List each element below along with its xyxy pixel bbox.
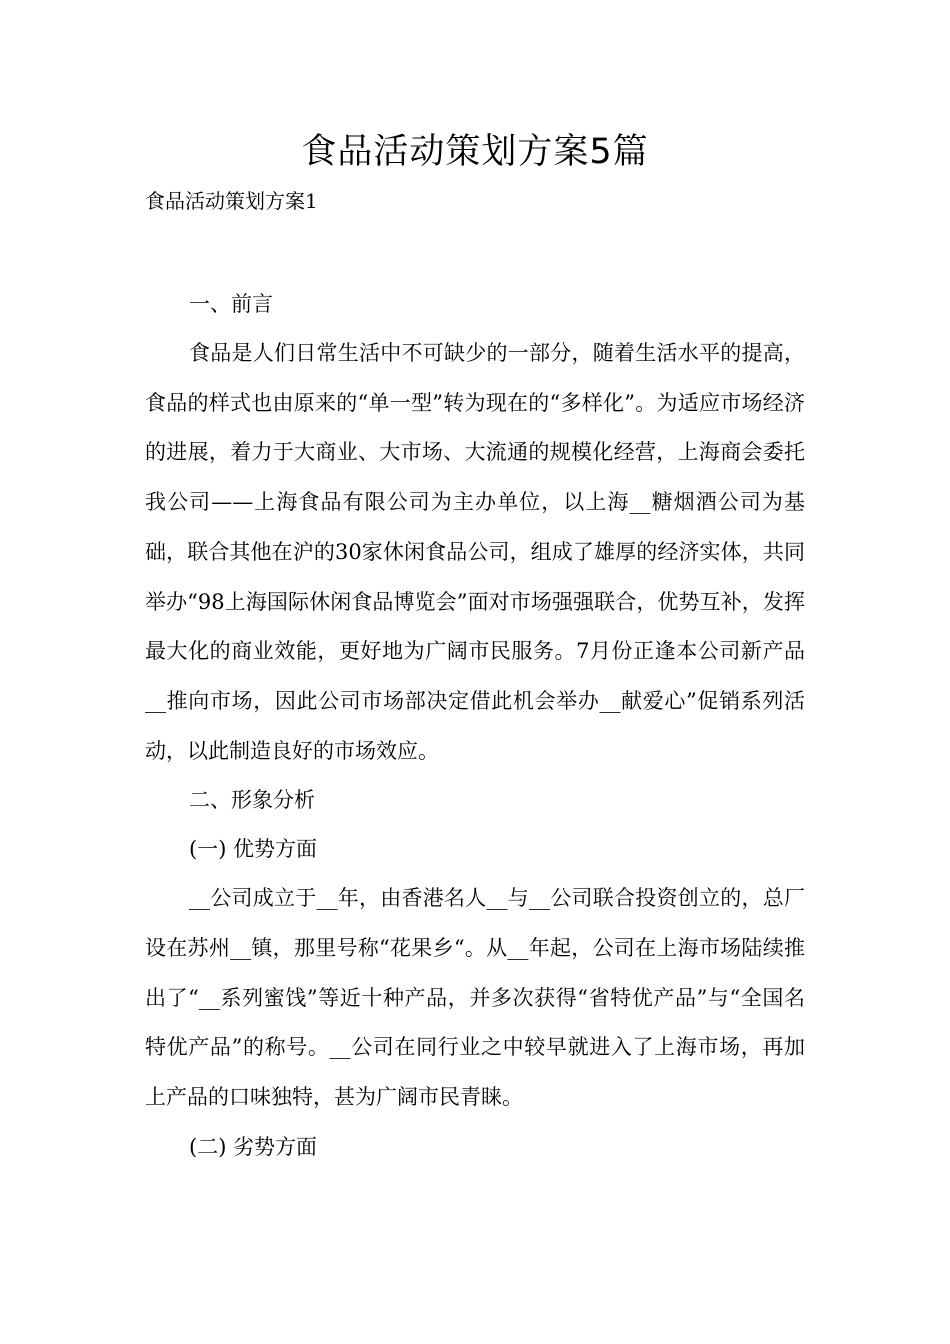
document-subtitle: 食品活动策划方案1 (145, 189, 318, 213)
subsection-heading-strengths: (一) 优势方面 (189, 837, 318, 862)
document-title: 食品活动策划方案5篇 (301, 132, 649, 172)
paragraph-strengths: __公司成立于__年，由香港名人__与__公司联合投资创立的，总厂设在苏州__镇，那里号称“花果乡“。从__年起，公司在上海市场陆续推出了“__系列蜜饯”等近十种产品，并多次获得“省特优产品”与“全国名特优产品”的称号。__公司在同行业之中较早就进入了上海市场，再加上产品的口味独特，甚为广阔市民青睐。 (145, 886, 805, 1110)
section-heading-preface: 一、前言 (189, 292, 273, 316)
paragraph-preface: 食品是人们日常生活中不可缺少的一部分，随着生活水平的提高，食品的样式也由原来的“单一型”转为现在的“多样化”。为适应市场经济的进展，着力于大商业、大市场、大流通的规模化经营，上海商会委托我公司——上海食品有限公司为主办单位，以上海__糖烟酒公司为基础，联合其他在沪的30家休闲食品公司，组成了雄厚的经济实体，共同举办“98上海国际休闲食品博览会”面对市场强强联合，优势互补，发挥最大化的商业效能，更好地为广阔市民服务。7月份正逢本公司新产品__推向市场，因此公司市场部决定借此机会举办__献爱心”促销系列活动，以此制造良好的市场效应。 (145, 341, 805, 763)
section-heading-analysis: 二、形象分析 (189, 788, 315, 813)
document-body (145, 280, 805, 1172)
subsection-heading-weaknesses: (二) 劣势方面 (189, 1134, 318, 1159)
